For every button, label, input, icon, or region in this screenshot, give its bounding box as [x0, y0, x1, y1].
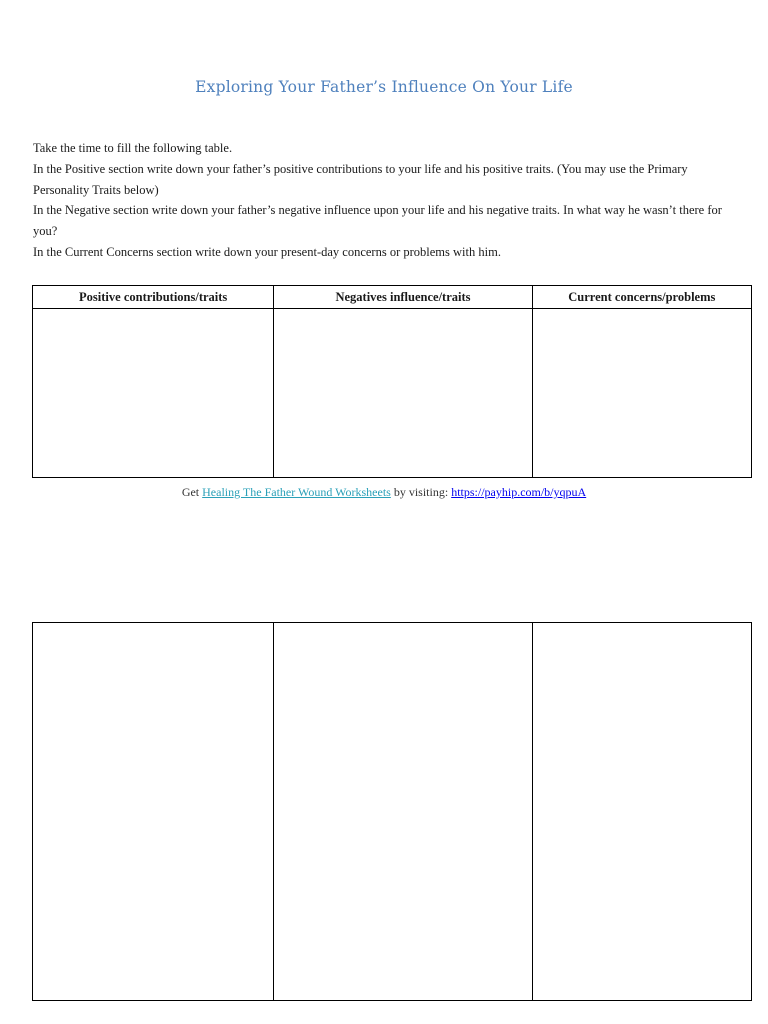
page-title: Exploring Your Father’s Influence On Your Life	[195, 78, 573, 96]
table-row	[33, 623, 752, 1001]
instructions	[33, 138, 733, 263]
table-header-row	[33, 286, 752, 309]
worksheets-link[interactable]: Healing The Father Wound Worksheets	[202, 485, 391, 499]
negative-cell[interactable]	[274, 623, 532, 1001]
instruction-line: In the Current Concerns section write down your present-day concerns or problems with him.	[33, 244, 501, 259]
concerns-cell[interactable]	[532, 309, 751, 478]
footer-prefix: Get	[181, 485, 200, 499]
header-positive: Positive contributions/traits	[33, 286, 274, 309]
instruction-line: In the Negative section write down your father’s negative influence upon your life and his negative traits. In what way he wasn’t there for you?	[33, 203, 722, 239]
instruction-line: Take the time to fill the following table.	[33, 141, 233, 155]
footer-middle: by visiting:	[393, 485, 449, 499]
worksheet-table	[32, 285, 752, 478]
footer-line	[0, 485, 768, 500]
table-row	[33, 309, 752, 478]
worksheet-table-continued	[32, 622, 752, 1001]
header-negative: Negatives influence/traits	[274, 286, 532, 309]
header-concerns: Current concerns/problems	[532, 286, 751, 309]
concerns-cell[interactable]	[532, 623, 751, 1001]
negative-cell[interactable]	[274, 309, 532, 478]
payhip-url-link[interactable]: https://payhip.com/b/yqpuA	[451, 485, 587, 499]
positive-cell[interactable]	[33, 623, 274, 1001]
positive-cell[interactable]	[33, 309, 274, 478]
instruction-line: In the Positive section write down your father’s positive contributions to your life and his positive traits. (You may use the Primary Personality Traits below)	[33, 161, 688, 197]
